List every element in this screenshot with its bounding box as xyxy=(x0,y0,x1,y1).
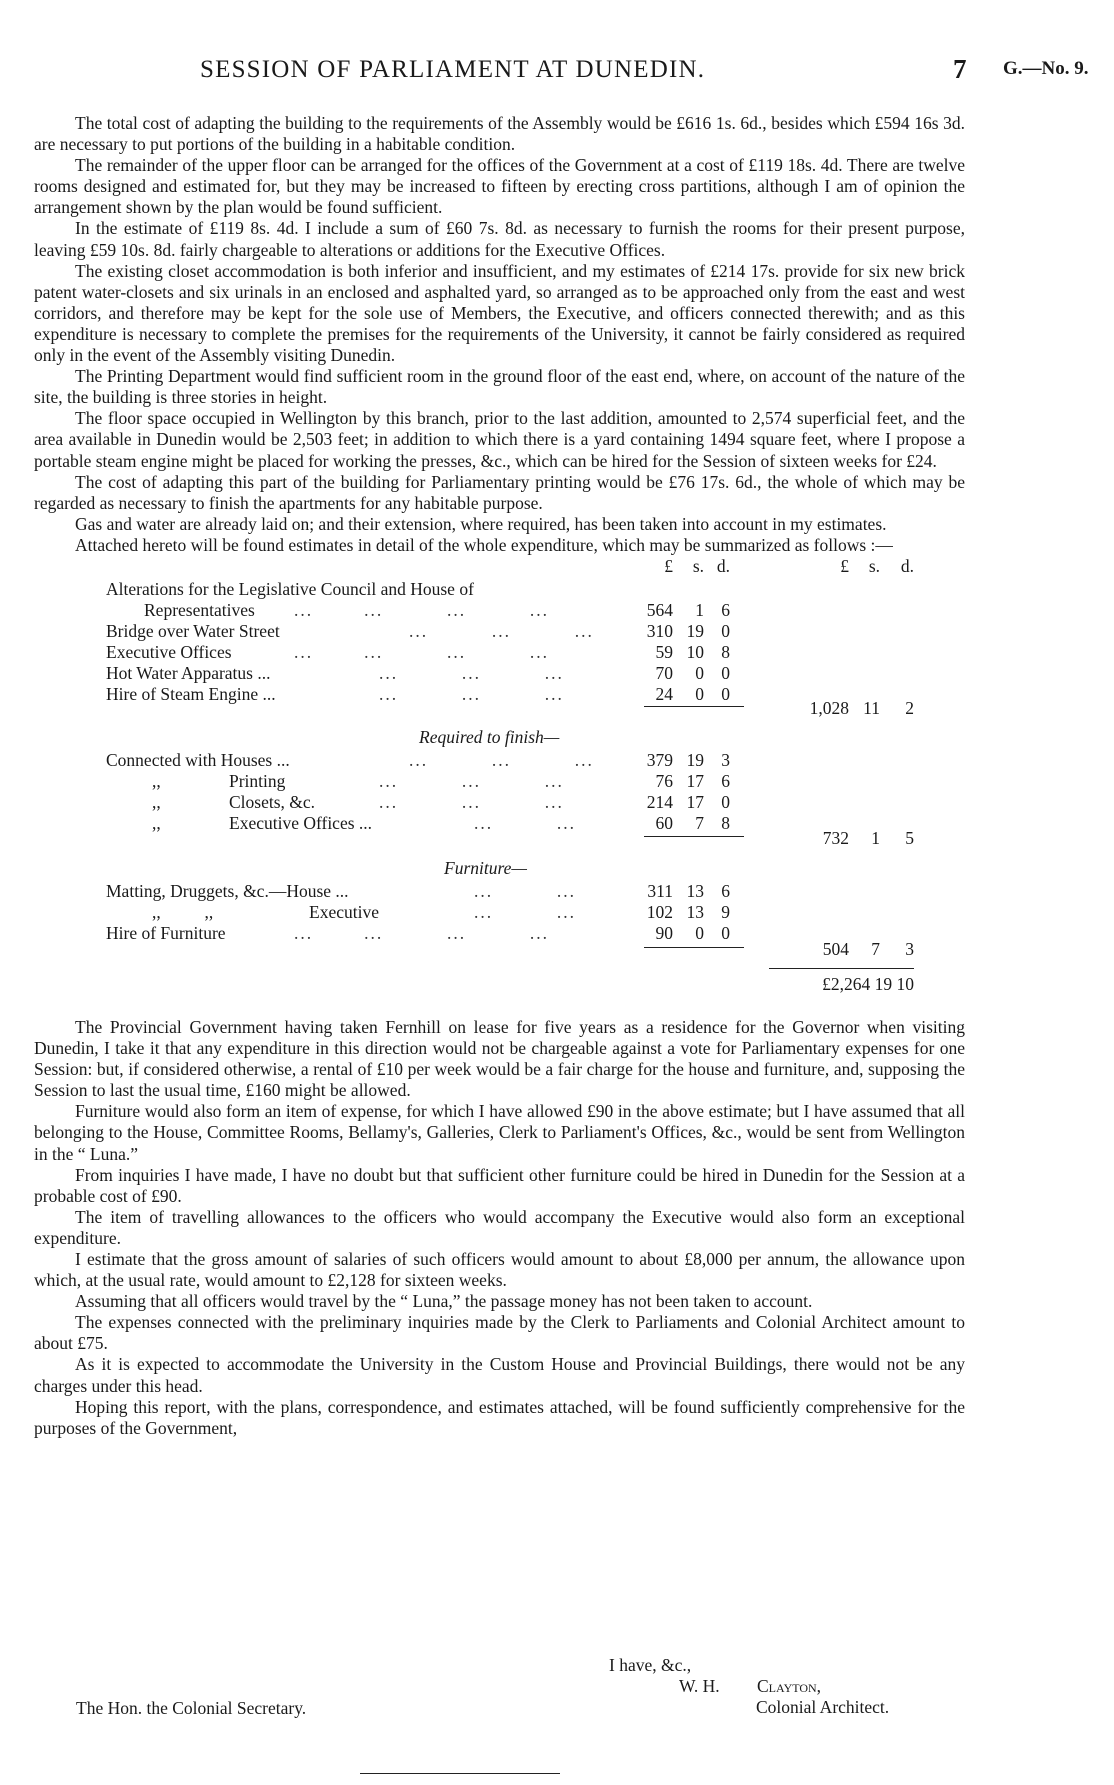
paragraph: The Printing Department would find sufficient room in the ground floor of the east end, where, on account of the nature of the site, the building is three stories in height. xyxy=(34,366,965,408)
amount-pence: 6 xyxy=(721,880,730,901)
subtotal-pounds: 732 xyxy=(822,827,849,848)
paragraph: The item of travelling allowances to the officers who would accompany the Executive would also form an exceptional expenditure. xyxy=(34,1206,965,1248)
col-head-shillings: s. xyxy=(692,555,704,576)
paragraph: As it is expected to accommodate the University in the Custom House and Provincial Buildings, there would not be any charges under this head. xyxy=(34,1354,965,1396)
col-head-pence-total: d. xyxy=(900,555,914,576)
row-label: Bridge over Water Street xyxy=(106,620,280,641)
amount-pence: 0 xyxy=(721,791,730,812)
subtotal-pence: 5 xyxy=(905,827,914,848)
col-head-pounds: £ xyxy=(664,555,673,576)
table-row xyxy=(34,771,965,793)
paragraph: The total cost of adapting the building to the requirements of the Assembly would be £616 1s. 6d., besides which £594 16s 3d. are necessary to put portions of the building in a habitable condition. xyxy=(34,113,965,155)
grand-total: £2,264 19 10 xyxy=(822,973,914,994)
paragraph: Hoping this report, with the plans, correspondence, and estimates attached, will be found sufficiently comprehensive for the purposes of the Government, xyxy=(34,1396,965,1438)
report-body xyxy=(34,113,965,1439)
paragraph: The expenses connected with the preliminary inquiries made by the Clerk to Parliaments and Colonial Architect amount to about £75. xyxy=(34,1312,965,1354)
paragraph: From inquiries I have made, I have no doubt but that sufficient other furniture could be hired in Dunedin for the Session at a probable cost of £90. xyxy=(34,1164,965,1206)
amount-pence: 0 xyxy=(721,620,730,641)
paragraph: In the estimate of £119 8s. 4d. I include a sum of £60 7s. 8d. as necessary to furnish the rooms for their present purpose, leaving £59 10s. 8d. fairly chargeable to alterations or additions for the Executive Offices. xyxy=(34,218,965,260)
amount-pounds: 310 xyxy=(646,620,673,641)
subtotal-shillings: 7 xyxy=(871,938,880,959)
amount-pounds: 76 xyxy=(655,770,673,791)
amount-pence: 8 xyxy=(721,641,730,662)
table-row xyxy=(34,902,965,924)
amount-pounds: 214 xyxy=(646,791,673,812)
col-head-shillings-total: s. xyxy=(868,555,880,576)
amount-shillings: 19 xyxy=(686,749,704,770)
row-label: Connected with Houses ... xyxy=(106,749,290,770)
amount-shillings: 19 xyxy=(686,620,704,641)
leader-dots: ... ... ... xyxy=(379,683,564,704)
paragraph: The Provincial Government having taken Fernhill on lease for five years as a residence for the Governor when visiting Dunedin, I take it that any expenditure in this direction would not be chargeable against a vote for Parliamentary expenses for one Session: but, if considered otherwise, a rental of £10 per week would be a fair charge for the house and furniture, and, supposing the Session to last the usual time, £160 might be allowed. xyxy=(34,1016,965,1101)
amount-pence: 8 xyxy=(721,812,730,833)
amount-pounds: 90 xyxy=(655,922,673,943)
page-number: 7 xyxy=(953,54,967,84)
subtotal-shillings: 11 xyxy=(863,697,880,718)
paragraphs-before xyxy=(34,113,965,556)
subtotal-pounds: 1,028 xyxy=(809,697,849,718)
row-label: Alterations for the Legislative Council and House of xyxy=(106,578,474,599)
subtotal-row xyxy=(34,828,965,850)
table-row xyxy=(34,881,965,903)
amount-pounds: 564 xyxy=(646,599,673,620)
table-row xyxy=(34,642,965,664)
subtotal-shillings: 1 xyxy=(871,827,880,848)
ditto-mark: ,, xyxy=(152,770,161,791)
amount-pounds: 102 xyxy=(646,901,673,922)
amount-shillings: 0 xyxy=(695,922,704,943)
paragraph: The existing closet accommodation is both inferior and insufficient, and my estimates of £214 17s. provide for six new brick patent water-closets and six urinals in an enclosed and asphalted yard, so arranged as to be approached only from the east and west corridors, and therefore may be kept for the sole use of Members, the Executive, and officers connected therewith; and as this expenditure is necessary to complete the premises for the requirements of the University, it cannot be fairly considered as required only in the event of the Assembly visiting Dunedin. xyxy=(34,260,965,366)
addressee: The Hon. the Colonial Secretary. xyxy=(76,1698,307,1718)
amount-shillings: 10 xyxy=(686,641,704,662)
amount-pence: 0 xyxy=(721,662,730,683)
amount-pence: 3 xyxy=(721,749,730,770)
leader-dots: ... ... ... xyxy=(409,749,594,770)
amount-pence: 9 xyxy=(721,901,730,922)
amount-pounds: 311 xyxy=(647,880,673,901)
amount-shillings: 13 xyxy=(686,901,704,922)
row-label: Hire of Steam Engine ... xyxy=(106,683,276,704)
table-row xyxy=(34,792,965,814)
grand-total-rule xyxy=(769,968,914,969)
signatory-surname: Clayton, xyxy=(757,1676,822,1696)
section-subheading: Required to finish— xyxy=(419,726,560,747)
amount-pounds: 60 xyxy=(655,812,673,833)
ditto-mark: ,, xyxy=(152,812,161,833)
ditto-mark: ,, ,, xyxy=(152,901,214,922)
signatory-initials: W. H. xyxy=(679,1676,720,1696)
column-headers xyxy=(34,556,965,578)
leader-dots: ... ... ... ... xyxy=(294,599,549,620)
paragraph: The remainder of the upper floor can be arranged for the offices of the Government at a cost of £119 18s. 4d. There are twelve rooms designed and estimated for, but they may be increased to fifteen by erecting cross partitions, although I am of opinion the arrangement shown by the plan would be found sufficient. xyxy=(34,155,965,218)
subtotal-pence: 2 xyxy=(905,697,914,718)
table-row xyxy=(34,600,965,622)
leader-dots: ... ... ... xyxy=(409,620,594,641)
amount-shillings: 17 xyxy=(686,770,704,791)
subtotal-pence: 3 xyxy=(905,938,914,959)
row-label: Executive Offices ... xyxy=(229,812,373,833)
row-label: Matting, Druggets, &c.—House ... xyxy=(106,880,349,901)
amount-pounds: 70 xyxy=(655,662,673,683)
amount-shillings: 17 xyxy=(686,791,704,812)
leader-dots: ... ... ... xyxy=(379,770,564,791)
amount-pounds: 59 xyxy=(655,641,673,662)
leader-dots: ... ... xyxy=(474,812,576,833)
amount-shillings: 7 xyxy=(695,812,704,833)
table-row xyxy=(34,579,965,601)
row-label: Executive Offices xyxy=(106,641,232,662)
running-title: SESSION OF PARLIAMENT AT DUNEDIN. xyxy=(200,56,706,83)
paragraph: The floor space occupied in Wellington by this branch, prior to the last addition, amounted to 2,574 superficial feet, and the area available in Dunedin would be 2,503 feet; in addition to which there is a yard containing 1494 square feet, where I propose a portable steam engine might be placed for working the presses, &c., which can be hired for the Session of sixteen weeks for £24. xyxy=(34,408,965,471)
row-label: Executive xyxy=(309,901,379,922)
closing: I have, &c., xyxy=(609,1655,692,1675)
document-reference: G.—No. 9. xyxy=(1003,58,1089,79)
leader-dots: ... ... ... xyxy=(379,662,564,683)
subtotal-pounds: 504 xyxy=(822,938,849,959)
leader-dots: ... ... xyxy=(474,880,576,901)
paragraph: The cost of adapting this part of the building for Parliamentary printing would be £76 17s. 6d., the whole of which may be regarded as necessary to finish the apartments for any habitable purpose. xyxy=(34,471,965,513)
leader-dots: ... ... xyxy=(474,901,576,922)
table-row xyxy=(34,750,965,772)
amount-shillings: 0 xyxy=(695,683,704,704)
ditto-mark: ,, xyxy=(152,791,161,812)
leader-dots: ... ... ... ... xyxy=(294,641,549,662)
paragraph: Attached hereto will be found estimates in detail of the whole expenditure, which may be summarized as follows :— xyxy=(75,534,893,555)
paragraphs-after xyxy=(34,1017,965,1439)
table-row xyxy=(34,621,965,643)
paragraph: Furniture would also form an item of expense, for which I have allowed £90 in the above estimate; but I have assumed that all belonging to the House, Committee Rooms, Bellamy's, Galleries, Clerk to Parliament's Offices, &c., would be sent from Wellington in the “ Luna.” xyxy=(34,1101,965,1164)
estimate-table xyxy=(34,556,965,1017)
amount-pounds: 24 xyxy=(655,683,673,704)
amount-pence: 0 xyxy=(721,922,730,943)
row-label: Printing xyxy=(229,770,286,791)
table-row xyxy=(34,663,965,685)
page-header xyxy=(0,56,1114,86)
amount-pence: 6 xyxy=(721,770,730,791)
col-head-pence: d. xyxy=(716,555,730,576)
paragraph: Gas and water are already laid on; and their extension, where required, has been taken into account in my estimates. xyxy=(75,513,887,534)
paragraph: I estimate that the gross amount of salaries of such officers would amount to about £8,000 per annum, the allowance upon which, at the usual rate, would amount to £2,128 for sixteen weeks. xyxy=(34,1249,965,1291)
subtotal-row xyxy=(34,698,965,720)
amount-shillings: 0 xyxy=(695,662,704,683)
amount-pounds: 379 xyxy=(646,749,673,770)
row-label: Hire of Furniture xyxy=(106,922,226,943)
amount-pence: 6 xyxy=(721,599,730,620)
amount-pence: 0 xyxy=(721,683,730,704)
row-label: Closets, &c. xyxy=(229,791,316,812)
row-label-continued: Representatives xyxy=(144,599,255,620)
leader-dots: ... ... ... ... xyxy=(294,922,549,943)
closing-rule xyxy=(360,1773,560,1774)
section-subheading: Furniture— xyxy=(444,857,527,878)
signatory-title: Colonial Architect. xyxy=(756,1697,890,1717)
col-head-pounds-total: £ xyxy=(840,555,849,576)
leader-dots: ... ... ... xyxy=(379,791,564,812)
subtotal-row xyxy=(34,939,965,961)
paragraph: Assuming that all officers would travel by the “ Luna,” the passage money has not been taken to account. xyxy=(75,1291,813,1312)
row-label: Hot Water Apparatus ... xyxy=(106,662,271,683)
amount-shillings: 13 xyxy=(686,880,704,901)
amount-shillings: 1 xyxy=(695,599,704,620)
grand-total-row xyxy=(34,974,965,996)
